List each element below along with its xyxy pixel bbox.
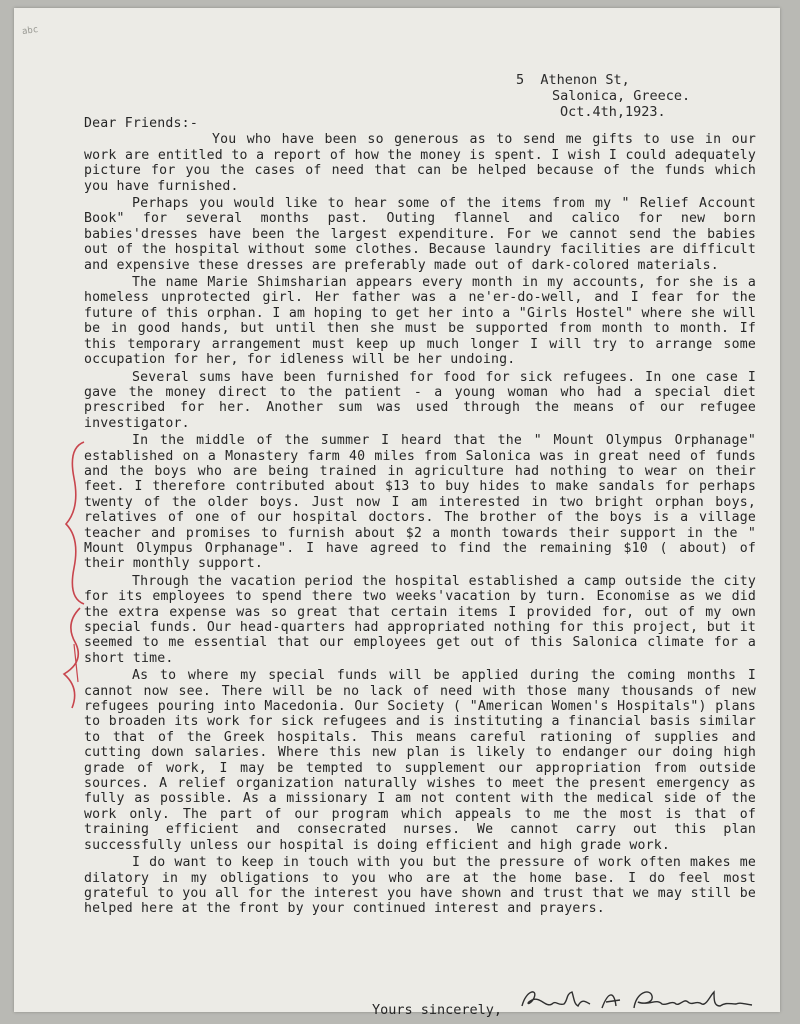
paragraph: Through the vacation period the hospital established a camp outside the city for its employees to spend there two weeks'vacation by turn. Economise as we did the extra expense was so great that certain items I provided for, out of my own special funds. Our head-quarters had appropriated nothing for this project, but it seemed to me essential that our employees get out of this Salonica climate for a short time. bbox=[84, 573, 756, 666]
address-line-1: 5 Athenon St, bbox=[516, 72, 630, 88]
paragraph: You who have been so generous as to send me gifts to use in our work are entitled to a report of how the money is spent. I wish I could adequately picture for you the cases of need that can be helped because of the funds which you have furnished. bbox=[84, 132, 756, 194]
closing-phrase: Yours sincerely, bbox=[372, 1002, 503, 1018]
margin-bracket-mark bbox=[60, 438, 90, 608]
margin-bracket-mark bbox=[54, 604, 88, 714]
paragraph: I do want to keep in touch with you but the pressure of work often makes me dilatory in my obligations to you who are at the home base. I do feel most grateful to you all for the interest you have shown and trust that we may still be helped here at the front by your continued interest and prayers. bbox=[84, 855, 756, 917]
sender-address bbox=[516, 72, 690, 120]
address-date: Oct.4th,1923. bbox=[560, 104, 666, 120]
paragraph: Several sums have been furnished for food for sick refugees. In one case I gave the money direct to the patient - a young woman who had a special diet prescribed for her. Another sum was used through the means of our refugee investigator. bbox=[84, 369, 756, 431]
paragraph: As to where my special funds will be applied during the coming months I cannot now see. There will be no lack of need with those many thousands of new refugees pouring into Macedonia. Our Society ( "American Women's Hospitals") plans to broaden its work for sick refugees and is instituting a financial basis similar to that of the Greek hospitals. This means careful rationing of supplies and cutting down salaries. Where this new plan is likely to endanger our doing high grade of work, I may be tempted to supplement our appropriation from outside sources. A relief organization naturally wishes to meet the present emergency as fully as possible. As a missionary I am not content with the medical side of the work only. The part of our program which appeals to me the most is that of training efficient and consecrated nurses. We cannot carry out this plan successfully unless our hospital is doing efficient and high grade work. bbox=[84, 668, 756, 853]
paragraph: The name Marie Shimsharian appears every month in my accounts, for she is a homeless unprotected girl. Her father was a ne'er-do-well, and I fear for the future of this orphan. I am hoping to get her into a "Girls Hostel" where she will be in good hands, but until then she must be supported from month to month. If this temporary arrangement must keep up much longer I will try to arrange some occupation for her, for idleness will be her undoing. bbox=[84, 275, 756, 368]
paragraph: Perhaps you would like to hear some of the items from my " Relief Account Book" for several months past. Outing flannel and calico for new born babies'dresses have been the largest expenditure. For we cannot send the babies out of the hospital without some clothes. Because laundry facilities are difficult and expensive these dresses are preferably made out of dark-colored materials. bbox=[84, 196, 756, 273]
letter-page bbox=[14, 8, 780, 1018]
address-line-2: Salonica, Greece. bbox=[552, 88, 691, 104]
handwritten-signature bbox=[516, 984, 766, 1014]
corner-note: abc bbox=[21, 24, 39, 38]
closing-block bbox=[372, 984, 766, 1018]
paragraph: In the middle of the summer I heard that the " Mount Olympus Orphanage" established on a Monastery farm 40 miles from Salonica was in great need of funds and the boys who are being trained in agriculture had nothing to wear on their feet. I therefore contributed about $13 to buy hides to make sandals for perhaps twenty of the older boys. Just now I am interested in two bright orphan boys, relatives of one of our hospital doctors. The brother of the boys is a village teacher and promises to furnish about $2 a month towards their support in the " Mount Olympus Orphanage". I have agreed to find the remaining $10 ( about) of their monthly support. bbox=[84, 433, 756, 572]
letter-body bbox=[84, 116, 756, 919]
salutation: Dear Friends:- bbox=[84, 116, 198, 131]
